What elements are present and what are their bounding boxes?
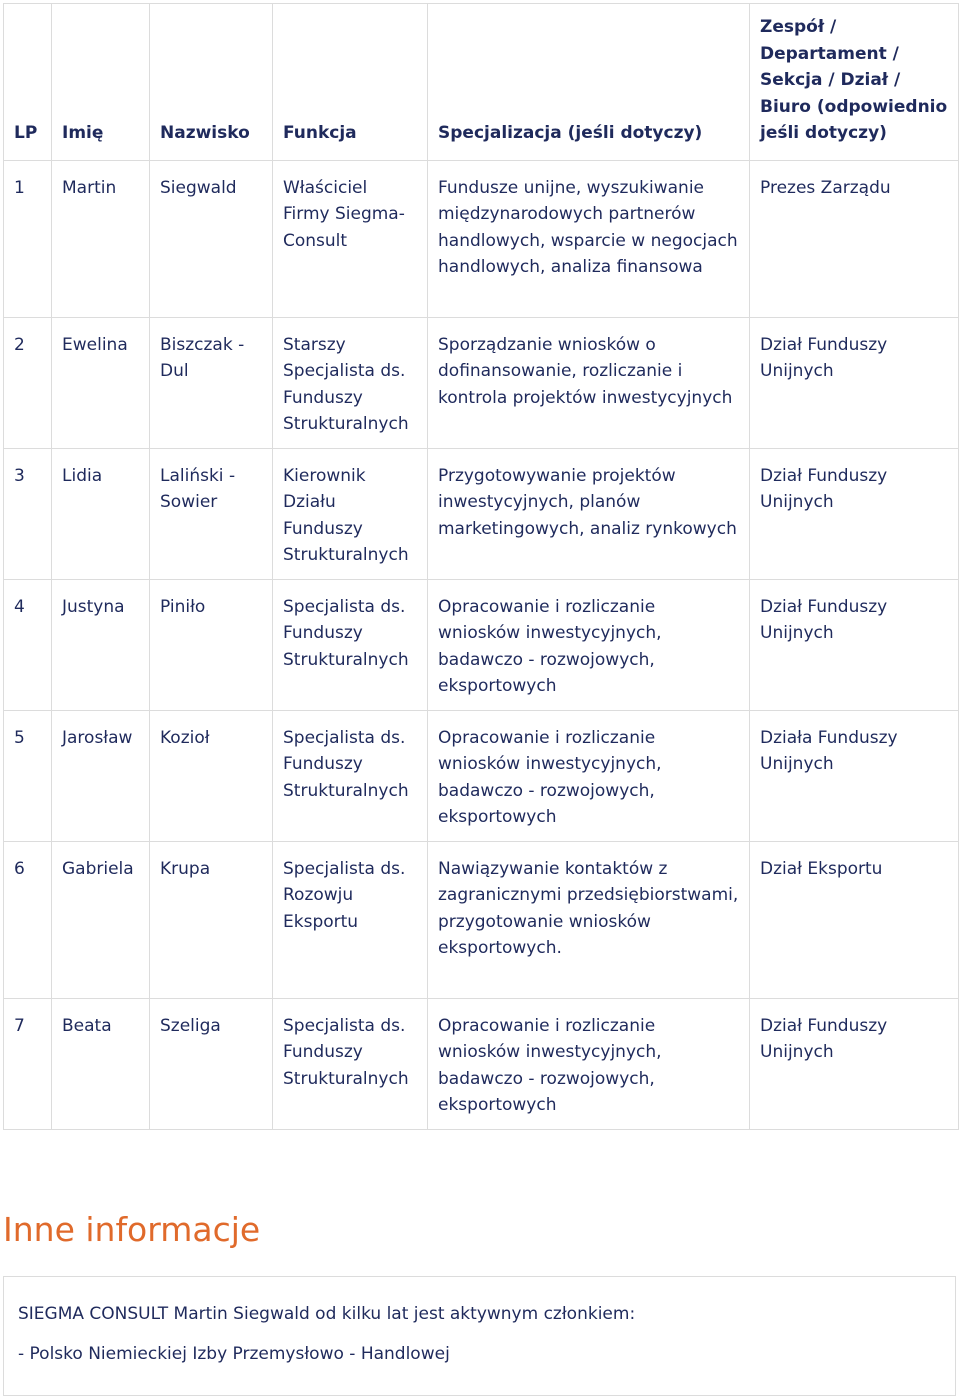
staff-table	[3, 3, 959, 1130]
cell-lp: 3	[4, 448, 52, 579]
info-line: - Polsko Niemieckiej Izby Przemysłowo - Handlowej	[18, 1344, 450, 1364]
cell-specjalizacja: Sporządzanie wniosków o dofinansowanie, rozliczanie i kontrola projektów inwestycyjnych	[428, 317, 750, 448]
cell-zespol: Dział Funduszy Unijnych	[750, 448, 959, 579]
table-row	[4, 448, 959, 579]
cell-lp: 7	[4, 998, 52, 1129]
cell-lp: 4	[4, 579, 52, 710]
cell-lp: 6	[4, 841, 52, 998]
info-box	[3, 1276, 956, 1396]
cell-zespol: Dział Funduszy Unijnych	[750, 998, 959, 1129]
cell-nazwisko: Piniło	[150, 579, 273, 710]
cell-imie: Lidia	[52, 448, 150, 579]
table-row	[4, 317, 959, 448]
cell-funkcja: Specjalista ds. Funduszy Strukturalnych	[273, 710, 428, 841]
cell-specjalizacja: Opracowanie i rozliczanie wniosków inwestycyjnych, badawczo - rozwojowych, eksportowych	[428, 710, 750, 841]
cell-nazwisko: Biszczak - Dul	[150, 317, 273, 448]
cell-lp: 2	[4, 317, 52, 448]
cell-specjalizacja: Opracowanie i rozliczanie wniosków inwestycyjnych, badawczo - rozwojowych, eksportowych	[428, 579, 750, 710]
cell-nazwisko: Kozioł	[150, 710, 273, 841]
cell-zespol: Działa Funduszy Unijnych	[750, 710, 959, 841]
table-header-row	[4, 4, 959, 161]
cell-zespol: Dział Funduszy Unijnych	[750, 579, 959, 710]
cell-funkcja: Właściciel Firmy Siegma-Consult	[273, 160, 428, 317]
table-row	[4, 998, 959, 1129]
cell-funkcja: Specjalista ds. Funduszy Strukturalnych	[273, 579, 428, 710]
cell-zespol: Dział Funduszy Unijnych	[750, 317, 959, 448]
cell-lp: 1	[4, 160, 52, 317]
table-row	[4, 579, 959, 710]
header-lp: LP	[4, 4, 52, 161]
cell-imie: Justyna	[52, 579, 150, 710]
cell-nazwisko: Krupa	[150, 841, 273, 998]
cell-zespol: Dział Eksportu	[750, 841, 959, 998]
header-nazwisko: Nazwisko	[150, 4, 273, 161]
section-title: Inne informacje	[3, 1210, 261, 1249]
cell-specjalizacja: Nawiązywanie kontaktów z zagranicznymi przedsiębiorstwami, przygotowanie wniosków eksportowych.	[428, 841, 750, 998]
header-funkcja: Funkcja	[273, 4, 428, 161]
cell-nazwisko: Siegwald	[150, 160, 273, 317]
table-row	[4, 841, 959, 998]
table-row	[4, 160, 959, 317]
cell-lp: 5	[4, 710, 52, 841]
cell-nazwisko: Laliński - Sowier	[150, 448, 273, 579]
header-specjalizacja: Specjalizacja (jeśli dotyczy)	[428, 4, 750, 161]
cell-imie: Jarosław	[52, 710, 150, 841]
cell-specjalizacja: Przygotowywanie projektów inwestycyjnych, planów marketingowych, analiz rynkowych	[428, 448, 750, 579]
cell-specjalizacja: Fundusze unijne, wyszukiwanie międzynarodowych partnerów handlowych, wsparcie w negocjach handlowych, analiza finansowa	[428, 160, 750, 317]
cell-specjalizacja: Opracowanie i rozliczanie wniosków inwestycyjnych, badawczo - rozwojowych, eksportowych	[428, 998, 750, 1129]
cell-nazwisko: Szeliga	[150, 998, 273, 1129]
cell-funkcja: Specjalista ds. Funduszy Strukturalnych	[273, 998, 428, 1129]
staff-table-wrapper	[3, 3, 958, 1130]
cell-imie: Gabriela	[52, 841, 150, 998]
cell-funkcja: Kierownik Działu Funduszy Strukturalnych	[273, 448, 428, 579]
cell-imie: Martin	[52, 160, 150, 317]
info-line: SIEGMA CONSULT Martin Siegwald od kilku lat jest aktywnym członkiem:	[18, 1304, 636, 1324]
cell-imie: Beata	[52, 998, 150, 1129]
header-imie: Imię	[52, 4, 150, 161]
header-zespol: Zespół / Departament / Sekcja / Dział / Biuro (odpowiednio jeśli dotyczy)	[750, 4, 959, 161]
cell-funkcja: Starszy Specjalista ds. Funduszy Strukturalnych	[273, 317, 428, 448]
cell-imie: Ewelina	[52, 317, 150, 448]
cell-funkcja: Specjalista ds. Rozowju Eksportu	[273, 841, 428, 998]
cell-zespol: Prezes Zarządu	[750, 160, 959, 317]
table-row	[4, 710, 959, 841]
